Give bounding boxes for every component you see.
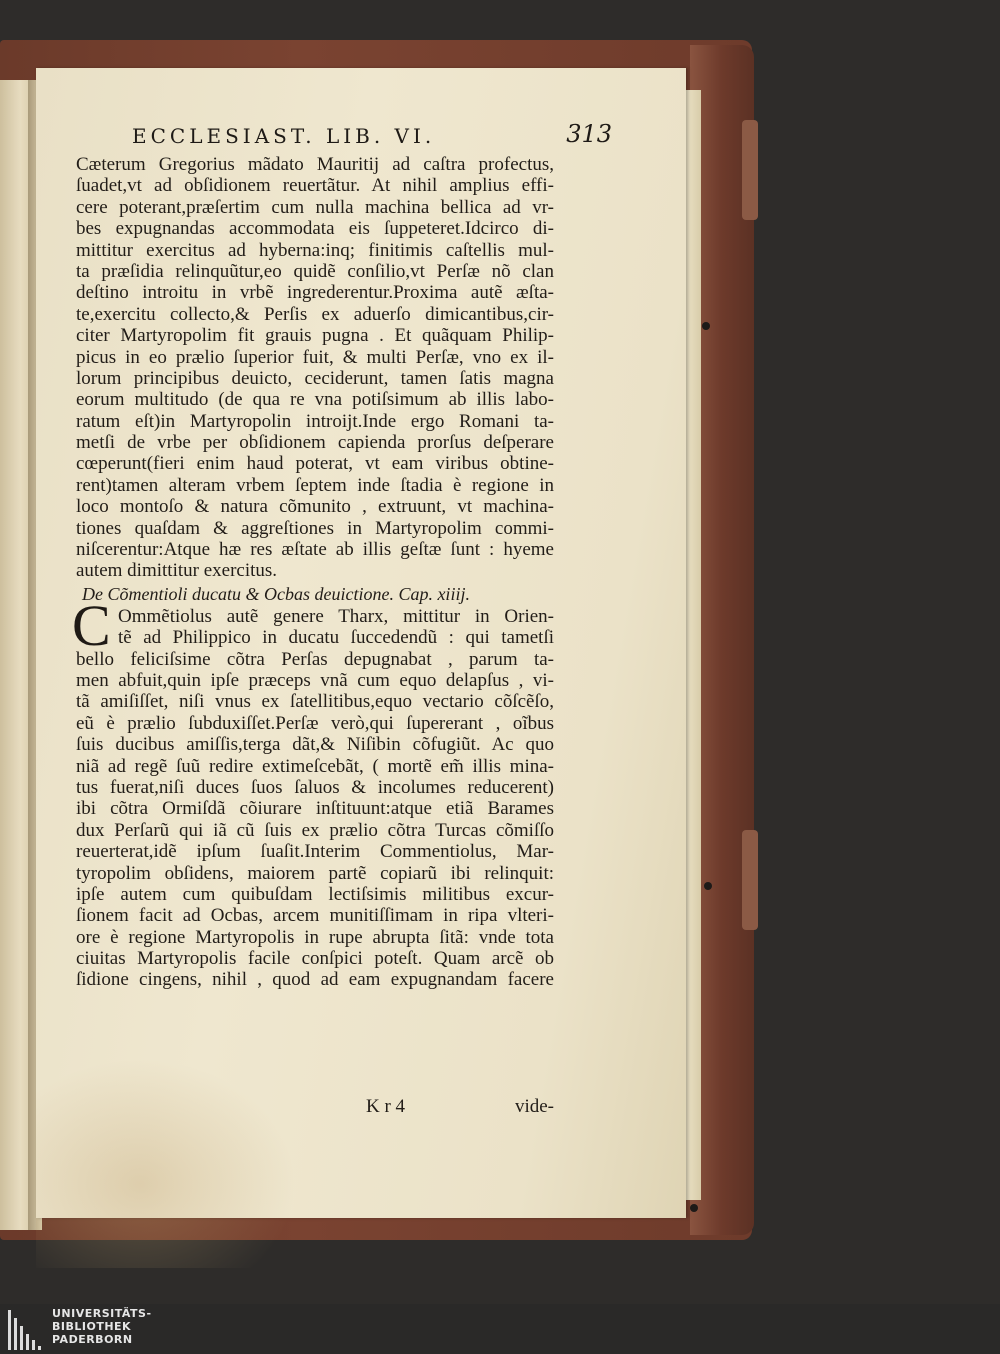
binding-nail xyxy=(690,1204,698,1212)
text-line: ſuadet,vt ad obſidionem reuertãtur. At nihil amplius effi- xyxy=(76,175,554,197)
text-line: metſi de vrbe per obſidionem capienda prorſus deſperare xyxy=(76,432,554,454)
library-name xyxy=(52,1307,152,1346)
text-line: ipſe autem cum quibuſdam lectiſsimis militibus excur- xyxy=(76,883,554,905)
text-line: ciuitas Martyropolis facile conſpici poteſt. Quam arcẽ ob xyxy=(76,948,554,970)
water-stain xyxy=(36,1058,296,1268)
chapter-heading: De Cõmentioli ducatu & Ocbas deuictione. Cap. xiiij. xyxy=(82,583,470,604)
library-name-line-1: UNIVERSITÄTS- xyxy=(52,1307,152,1320)
library-name-line-3: PADERBORN xyxy=(52,1333,133,1346)
text-line: niſcerentur:Atque hæ res æſtate ab illis geſtæ ſunt : hyeme xyxy=(76,539,554,561)
text-line: Cæterum Gregorius mãdato Mauritij ad caſtra profectus, xyxy=(76,154,554,175)
text-line: tyropolim obſidens, maiorem partẽ copiarũ ibi relinquit: xyxy=(76,862,554,884)
text-line: lorum principibus deuicto, ceciderunt, tamen ſatis magna xyxy=(76,367,554,389)
catchword: vide- xyxy=(514,1096,554,1117)
text-line: ſuis ducibus amiſſis,terga dãt,& Niſibin cõfugiũt. Ac quo xyxy=(76,734,554,756)
clasp-lower xyxy=(742,830,758,930)
text-line: men abfuit,quin ipſe præceps vnã cum equo delapſus , vi- xyxy=(76,669,554,691)
text-line: mittitur exercitus ad hyberna:inq; finitimis caſtellis mul- xyxy=(76,239,554,261)
page-footer xyxy=(76,1096,554,1120)
library-logo-icon xyxy=(6,1308,46,1352)
text-line: te,exercitu collecto,& Perſis ex aduerſo dimicantibus,cir- xyxy=(76,303,554,325)
indented-lines xyxy=(76,606,554,649)
text-line: rent)tamen alteram vrbem ſeptem inde ſtadia è regione in xyxy=(76,474,554,496)
folio-number: 313 xyxy=(566,120,612,148)
library-name-line-2: BIBLIOTHEK xyxy=(52,1320,132,1333)
running-head-title: ECCLESIAST. LIB. VI. xyxy=(132,124,436,148)
text-line: tẽ ad Philippico in ducatu ſuccedendũ : qui tametſi xyxy=(118,627,554,649)
text-line: niã ad regẽ ſuũ redire extimeſcebãt, ( mortẽ em̃ illis mina- xyxy=(76,755,554,777)
chapter-body-lines xyxy=(76,649,554,991)
binding-nail xyxy=(704,882,712,890)
text-line: loco montoſo & natura cõmunito , extruunt, vt machina- xyxy=(76,496,554,518)
text-line: eorum multitudo (de qua re vna potiſsimum ab illis labo- xyxy=(76,389,554,411)
running-head xyxy=(132,120,612,154)
book-page xyxy=(36,68,686,1218)
text-line: bes expugnandas accommodata eis ſuppeteret.Idcirco di- xyxy=(76,218,554,240)
text-line: picus in eo prælio ſuperior fuit, & multi Perſæ, vno ex il- xyxy=(76,346,554,368)
text-line: dux Perſarũ qui iã cũ ſuis ex prælio cõtra Turcas cõmiſſo xyxy=(76,819,554,841)
text-line: tiones quaſdam & aggreſtiones in Martyropolim commi- xyxy=(76,517,554,539)
text-line: ore è regione Martyropolis in rupe abrupta ſitã: vnde tota xyxy=(76,926,554,948)
text-line: tus fuerat,niſi duces ſuos ſaluos & incolumes reducerent) xyxy=(76,776,554,798)
clasp-upper xyxy=(742,120,758,220)
drop-cap-initial: C xyxy=(72,592,111,658)
paragraph-continued xyxy=(76,154,554,582)
text-line: bello feliciſsime cõtra Perſas depugnabat , parum ta- xyxy=(76,648,554,670)
text-line: reuerterat,idẽ ipſum ſuaſit.Interim Commentiolus, Mar- xyxy=(76,841,554,863)
text-line: citer Martyropolim fit grauis pugna . Et quãquam Philip- xyxy=(76,325,554,347)
signature-mark: K r 4 xyxy=(366,1096,406,1117)
text-line: autem dimittitur exercitus. xyxy=(76,560,278,582)
text-line: cere poterant,præſertim cum nulla machina bellica ad vr- xyxy=(76,196,554,218)
text-line: ſionem facit ad Ocbas, arcem munitiſſimam in ripa vlteri- xyxy=(76,905,554,927)
text-line: Ommẽtiolus autẽ genere Tharx, mittitur in Orien- xyxy=(118,605,554,627)
library-banner xyxy=(0,1304,1000,1354)
text-line: ibi cõtra Ormiſdã cõiurare inſtituunt:atque etiã Barames xyxy=(76,798,554,820)
text-line: ſidione cingens, nihil , quod ad eam expugnandam facere xyxy=(76,969,554,991)
text-line: deſtino introitu in vrbẽ ingrederentur.Proxima autẽ æſta- xyxy=(76,282,554,304)
text-block xyxy=(72,154,554,991)
text-line: cœperunt(fieri enim haud poterat, vt eam viribus obtine- xyxy=(76,453,554,475)
text-line: eũ è prælio ſubduxiſſet.Perſæ verò,qui ſupererant , oĩbus xyxy=(76,712,554,734)
text-line: ta præſidia relinquũtur,eo quidẽ conſilio,vt Perſæ nõ clan xyxy=(76,260,554,282)
text-line: tã amiſiſſet, niſi vnus ex ſatellitibus,equo vectario cõſcẽſo, xyxy=(76,691,554,713)
text-line: ratum eſt)in Martyropolin introijt.Inde ergo Romani ta- xyxy=(76,410,554,432)
binding-nail xyxy=(702,322,710,330)
